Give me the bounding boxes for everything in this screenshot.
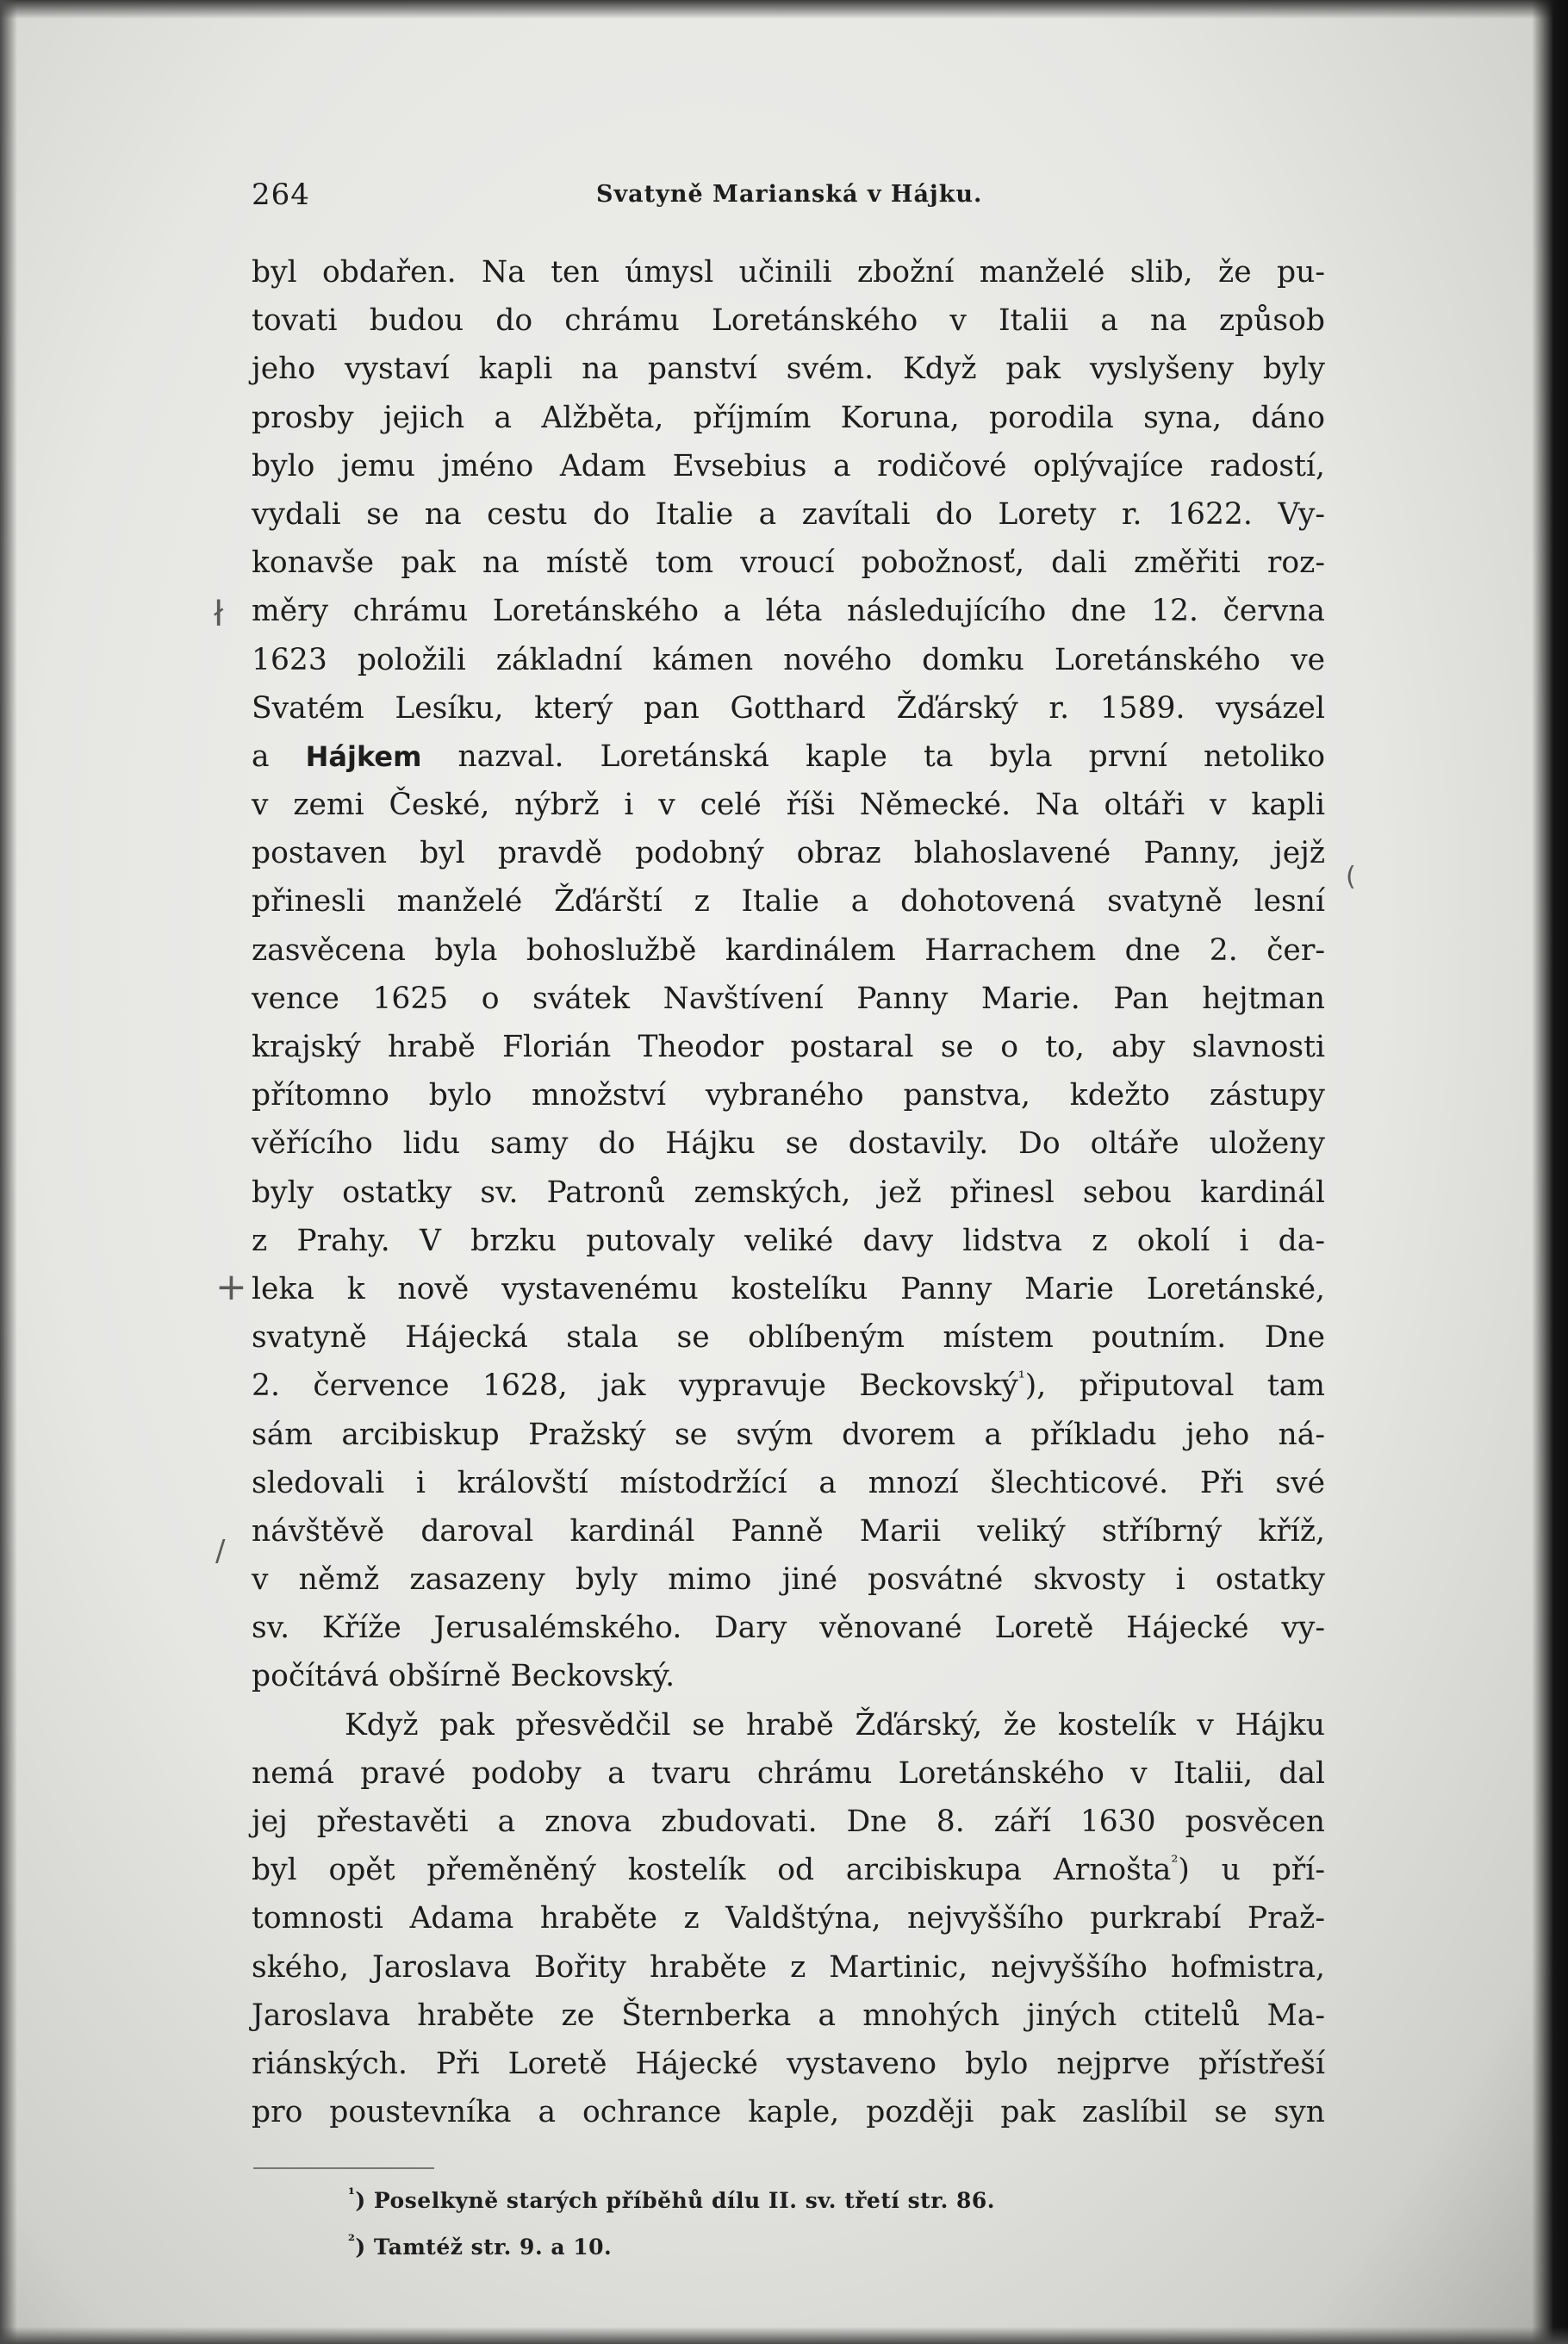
text-line: sv. Kříže Jerusalémského. Dary věnované Loretě Hájecké vy-: [252, 1611, 1325, 1646]
line-part: 2. července 1628, jak vypravuje Beckovský: [252, 1368, 1018, 1404]
text-line: krajský hrabě Florián Theodor postaral se o to, aby slavnosti: [252, 1030, 1325, 1064]
text-line: měry chrámu Loretánského a léta následujícího dne 12. června: [252, 594, 1325, 629]
text-line: konavše pak na místě tom vroucí pobožnosť, dali změřiti roz-: [252, 545, 1325, 581]
pencil-margin-mark: +: [215, 1265, 247, 1309]
running-title: Svatyně Marianská v Hájku.: [596, 181, 983, 208]
footnote: [348, 2178, 1325, 2224]
text-line: vydali se na cestu do Italie a zavítali do Lorety r. 1622. Vy-: [252, 496, 1325, 532]
footnote-text: ) Poselkyně starých příběhů dílu II. sv. třetí str. 86.: [355, 2188, 995, 2214]
text-line: riánských. Při Loretě Hájecké vystaveno bylo nejprve přístřeší: [252, 2046, 1325, 2081]
text-line: v němž zasazeny byly mimo jiné posvátné skvosty i ostatky: [252, 1562, 1325, 1598]
emphasized-place-name: Hájkem: [305, 739, 422, 773]
page-number: 264: [252, 178, 310, 212]
text-line: zasvěcena byla bohoslužbě kardinálem Harrachem dne 2. čer-: [252, 932, 1325, 968]
footnote-ref: ²: [1171, 1851, 1179, 1873]
text-line: jej přestavěti a znova zbudovati. Dne 8. září 1630 posvěcen: [252, 1805, 1325, 1839]
text-line: 1623 položili základní kámen nového domku Loretánského ve: [252, 642, 1325, 677]
pencil-margin-mark: (: [1346, 862, 1356, 892]
text-line: nemá pravé podoby a tvaru chrámu Loretánského v Italii, dal: [252, 1755, 1325, 1791]
line-part: a: [252, 739, 270, 774]
text-line: pro poustevníka a ochrance kaple, později pak zaslíbil se syn: [252, 2095, 1325, 2130]
text-line: z Prahy. V brzku putovaly veliké davy lidstva z okolí i da-: [252, 1223, 1325, 1258]
footnotes: [252, 2178, 1325, 2271]
text-line: tovati budou do chrámu Loretánského v Italii a na způsob: [252, 303, 1325, 339]
text-line: postaven byl pravdě podobný obraz blahoslavené Panny, jejž: [252, 836, 1325, 871]
pencil-margin-mark: /: [215, 1534, 226, 1568]
text-line: věřícího lidu samy do Hájku se dostavily. Do oltáře uloženy: [252, 1126, 1325, 1162]
footnote-mark: ²: [348, 2232, 356, 2251]
text-line: [252, 732, 1325, 781]
page-content: [252, 172, 1325, 2271]
text-line: jeho vystaví kapli na panství svém. Když pak vyslyšeny byly: [252, 352, 1325, 387]
text-line: byly ostatky sv. Patronů zemských, jež přinesl sebou kardinál: [252, 1175, 1325, 1210]
text-line: [252, 1362, 1325, 1410]
text-line: sledovali i královští místodržící a mnozí šlechticové. Při své: [252, 1465, 1325, 1500]
scan-edge-bottom: [0, 2327, 1568, 2344]
text-line: sám arcibiskup Pražský se svým dvorem a příkladu jeho ná-: [252, 1417, 1325, 1452]
footnote-ref: ¹: [1017, 1367, 1025, 1388]
footnote-rule: [253, 2167, 434, 2169]
text-line: přinesli manželé Žďárští z Italie a dohotovená svatyně lesní: [252, 884, 1325, 920]
text-line: Když pak přesvědčil se hrabě Žďárský, že kostelík v Hájku: [345, 1707, 1325, 1742]
text-line: Svatém Lesíku, který pan Gotthard Žďárský r. 1589. vysázel: [252, 690, 1325, 726]
text-line: počítává obšírně Beckovský.: [252, 1659, 675, 1694]
text-line: svatyně Hájecká stala se oblíbeným místem poutním. Dne: [252, 1320, 1325, 1356]
text-line: přítomno bylo množství vybraného panstva, kdežto zástupy: [252, 1078, 1325, 1113]
line-part: byl opět přeměněný kostelík od arcibiskupa Arnošta: [252, 1853, 1172, 1888]
text-line: v zemi České, nýbrž i v celé říši Německé. Na oltáři v kapli: [252, 788, 1325, 823]
text-line: vence 1625 o svátek Navštívení Panny Marie. Pan hejtman: [252, 981, 1325, 1016]
text-line: [252, 1846, 1325, 1894]
text-line: tomnosti Adama hraběte z Valdštýna, nejvyššího purkrabí Praž-: [252, 1901, 1325, 1936]
footnote-text: ) Tamtéž str. 9. a 10.: [355, 2235, 613, 2260]
line-part: ), připutoval tam: [1024, 1368, 1325, 1404]
line-part: nazval. Loretánská kaple ta byla první netoliko: [457, 739, 1326, 774]
text-line: leka k nově vystavenému kostelíku Panny Marie Loretánské,: [252, 1271, 1325, 1306]
text-line: prosby jejich a Alžběta, příjmím Koruna, porodila syna, dáno: [252, 400, 1325, 435]
body-text: [252, 248, 1325, 2136]
text-line: ského, Jaroslava Bořity hraběte z Martinic, nejvyššího hofmistra,: [252, 1949, 1325, 1985]
text-line: návštěvě daroval kardinál Panně Marii veliký stříbrný kříž,: [252, 1513, 1325, 1549]
text-line: Jaroslava hraběte ze Šternberka a mnohých jiných ctitelů Ma-: [252, 1998, 1325, 2033]
text-line: bylo jemu jméno Adam Evsebius a rodičové oplývajíce radostí,: [252, 448, 1325, 483]
line-part: ) u pří-: [1178, 1853, 1325, 1888]
footnote-mark: ¹: [348, 2185, 356, 2204]
page-header: [252, 172, 1325, 224]
text-line: byl obdařen. Na ten úmysl učinili zbožní manželé slib, že pu-: [252, 255, 1325, 290]
scan-edge-left: [0, 0, 17, 2344]
scan-edge-right: [1532, 0, 1568, 2344]
pencil-margin-mark: ł: [214, 595, 224, 634]
scan-edge-top: [0, 0, 1568, 19]
footnote: [348, 2224, 1325, 2271]
